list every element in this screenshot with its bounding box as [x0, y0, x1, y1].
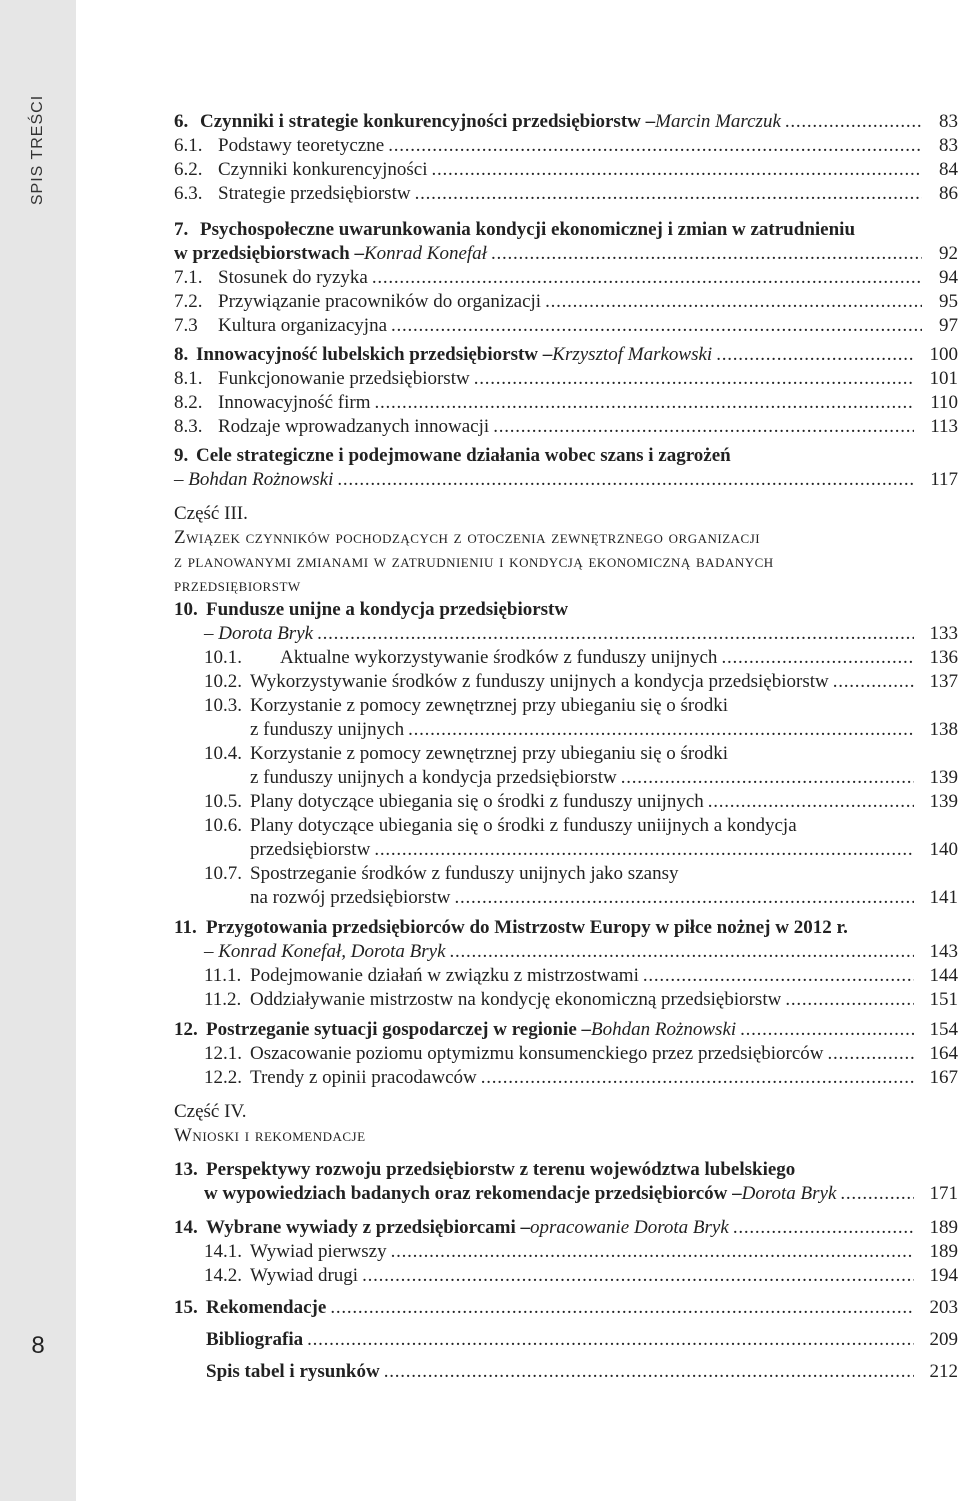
- toc-section-6-3[interactable]: [174, 182, 958, 206]
- page-ref: 101: [929, 368, 958, 389]
- toc-chapter-7[interactable]: [174, 218, 958, 242]
- dot-leader: [415, 182, 922, 206]
- toc-section-10-3[interactable]: [174, 694, 958, 718]
- dot-leader: [474, 367, 914, 391]
- chapter-title-cont: w wypowiedziach badanych oraz rekomendacje przedsiębiorców –: [204, 1183, 742, 1204]
- section-title: Podstawy teoretyczne: [218, 135, 385, 156]
- section-title: Aktualne wykorzystywanie środków z funduszy unijnych: [280, 647, 718, 668]
- section-title: Funkcjonowanie przedsiębiorstw: [218, 368, 470, 389]
- section-title: Kultura organizacyjna: [218, 315, 387, 336]
- toc-section-7-3[interactable]: [174, 314, 958, 338]
- dot-leader: [384, 1360, 914, 1384]
- section-number: 7.2.: [174, 291, 203, 312]
- section-title: Rodzaje wprowadzanych innowacji: [218, 416, 490, 437]
- chapter-author: opracowanie Dorota Bryk: [530, 1217, 729, 1238]
- toc-section-10-5[interactable]: [174, 790, 958, 814]
- toc-chapter-11[interactable]: [174, 916, 958, 940]
- page-ref: 139: [929, 791, 958, 812]
- chapter-title: Fundusze unijne a kondycja przedsiębiorstw: [206, 599, 569, 620]
- chapter-author: Bohdan Rożnowski: [591, 1019, 737, 1040]
- dot-leader: [621, 766, 914, 790]
- dot-leader: [374, 391, 914, 415]
- section-number: 11.2.: [204, 989, 242, 1010]
- bibliography-title: Bibliografia: [206, 1329, 304, 1350]
- page-ref: 154: [929, 1019, 958, 1040]
- page-ref: 137: [929, 671, 958, 692]
- toc-section-12-1[interactable]: [174, 1042, 958, 1066]
- section-title: Podejmowanie działań w związku z mistrzostwami: [250, 965, 639, 986]
- chapter-title: Postrzeganie sytuacji gospodarczej w regionie –: [206, 1019, 592, 1040]
- page-ref: 212: [929, 1361, 958, 1382]
- chapter-number: 15.: [174, 1297, 198, 1318]
- section-number: 10.1.: [204, 647, 242, 668]
- section-title: Oddziaływanie mistrzostw na kondycję ekonomiczną przedsiębiorstw: [250, 989, 782, 1010]
- chapter-title: Cele strategiczne i podejmowane działania wobec szans i zagrożeń: [196, 445, 731, 466]
- section-title: Korzystanie z pomocy zewnętrznej przy ubieganiu się o środki: [250, 743, 729, 764]
- dot-leader: [708, 790, 914, 814]
- chapter-author: Dorota Bryk: [741, 1183, 837, 1204]
- toc-chapter-6[interactable]: [174, 110, 958, 134]
- chapter-author: Konrad Konefał: [363, 243, 487, 264]
- toc-chapter-15[interactable]: [174, 1296, 958, 1320]
- section-number: 6.1.: [174, 135, 203, 156]
- part-title: z planowanymi zmianami w zatrudnieniu i kondycją ekonomiczną badanych: [174, 551, 774, 572]
- section-title-cont: z funduszy unijnych a kondycja przedsiębiorstw: [250, 767, 617, 788]
- section-number: 10.3.: [204, 695, 242, 716]
- toc-chapter-8[interactable]: [174, 343, 958, 367]
- dot-leader: [391, 1240, 914, 1264]
- page-ref: 189: [929, 1241, 958, 1262]
- section-number: 10.4.: [204, 743, 242, 764]
- sidebar: [0, 0, 76, 1501]
- page-ref: 110: [930, 392, 958, 413]
- section-number: 12.2.: [204, 1067, 242, 1088]
- page-number: 8: [31, 1332, 45, 1359]
- part-title: przedsiębiorstw: [174, 575, 301, 596]
- tables-figures-title: Spis tabel i rysunków: [206, 1361, 380, 1382]
- part-title: Wnioski i rekomendacje: [174, 1125, 366, 1146]
- section-number: 6.3.: [174, 183, 203, 204]
- section-title: Przywiązanie pracowników do organizacji: [218, 291, 542, 312]
- part-label: Część IV.: [174, 1101, 247, 1122]
- chapter-number: 12.: [174, 1019, 198, 1040]
- toc-chapter-13-cont[interactable]: [174, 1182, 958, 1206]
- section-number: 8.1.: [174, 368, 203, 389]
- dot-leader: [716, 343, 914, 367]
- chapter-title: Czynniki i strategie konkurencyjności przedsiębiorstw –: [200, 111, 656, 132]
- toc-section-8-1[interactable]: [174, 367, 958, 391]
- page-ref: 171: [929, 1183, 958, 1204]
- chapter-title: Rekomendacje: [206, 1297, 327, 1318]
- toc-section-8-3[interactable]: [174, 415, 958, 439]
- page-ref: 86: [939, 183, 958, 204]
- dot-leader: [372, 266, 922, 290]
- dot-leader: [785, 988, 914, 1012]
- page-ref: 151: [929, 989, 958, 1010]
- section-number: 8.2.: [174, 392, 203, 413]
- section-number: 11.1.: [204, 965, 242, 986]
- section-title: Wykorzystywanie środków z funduszy unijnych a kondycja przedsiębiorstw: [250, 671, 829, 692]
- page-ref: 139: [929, 767, 958, 788]
- dot-leader: [450, 940, 914, 964]
- dot-leader: [493, 415, 914, 439]
- page-ref: 167: [929, 1067, 958, 1088]
- dot-leader: [374, 838, 914, 862]
- dot-leader: [317, 622, 914, 646]
- toc-chapter-9-cont[interactable]: [174, 468, 958, 492]
- chapter-author: – Konrad Konefał, Dorota Bryk: [204, 941, 446, 962]
- section-title: Czynniki konkurencyjności: [218, 159, 428, 180]
- dot-leader: [740, 1018, 914, 1042]
- dot-leader: [545, 290, 922, 314]
- dot-leader: [833, 670, 914, 694]
- chapter-author: – Dorota Bryk: [204, 623, 314, 644]
- part-4-title: [174, 1124, 958, 1148]
- page-ref: 84: [939, 159, 958, 180]
- section-number: 12.1.: [204, 1043, 242, 1064]
- dot-leader: [307, 1328, 914, 1352]
- page-ref: 209: [929, 1329, 958, 1350]
- toc-section-10-3-cont[interactable]: [174, 718, 958, 742]
- toc-chapter-10[interactable]: [174, 598, 958, 622]
- chapter-number: 7.: [174, 219, 189, 240]
- page-ref: 143: [929, 941, 958, 962]
- page-ref: 117: [930, 469, 958, 490]
- page-ref: 113: [930, 416, 958, 437]
- section-number: 6.2.: [174, 159, 203, 180]
- part-title: Związek czynników pochodzących z otoczenia zewnętrznego organizacji: [174, 527, 761, 548]
- dot-leader: [432, 158, 923, 182]
- chapter-number: 13.: [174, 1159, 198, 1180]
- chapter-author: Marcin Marczuk: [655, 111, 781, 132]
- dot-leader: [391, 314, 922, 338]
- chapter-title: Przygotowania przedsiębiorców do Mistrzostw Europy w piłce nożnej w 2012 r.: [206, 917, 848, 938]
- toc-section-10-6[interactable]: [174, 814, 958, 838]
- section-title-cont: przedsiębiorstw: [250, 839, 371, 860]
- dot-leader: [455, 886, 915, 910]
- toc-section-10-4[interactable]: [174, 742, 958, 766]
- toc-section-10-2[interactable]: [174, 670, 958, 694]
- chapter-author: – Bohdan Rożnowski: [174, 469, 334, 490]
- dot-leader: [828, 1042, 914, 1066]
- toc-chapter-10-cont[interactable]: [174, 622, 958, 646]
- section-title: Plany dotyczące ubiegania się o środki z funduszy unijnych: [250, 791, 704, 812]
- page-ref: 144: [929, 965, 958, 986]
- section-number: 8.3.: [174, 416, 203, 437]
- page-ref: 95: [939, 291, 958, 312]
- section-title: Strategie przedsiębiorstw: [218, 183, 411, 204]
- page-ref: 164: [929, 1043, 958, 1064]
- section-number: 14.2.: [204, 1265, 242, 1286]
- chapter-title: Perspektywy rozwoju przedsiębiorstw z terenu województwa lubelskiego: [206, 1159, 796, 1180]
- chapter-number: 10.: [174, 599, 198, 620]
- section-title-cont: na rozwój przedsiębiorstw: [250, 887, 451, 908]
- section-label: SPIS TREŚCI: [29, 94, 46, 206]
- toc-section-11-1[interactable]: [174, 964, 958, 988]
- part-3-title-line-2: [174, 550, 958, 574]
- toc-section-14-1[interactable]: [174, 1240, 958, 1264]
- toc-chapter-13[interactable]: [174, 1158, 958, 1182]
- section-title: Innowacyjność firm: [218, 392, 371, 413]
- part-4-label: [174, 1100, 958, 1124]
- dot-leader: [643, 964, 914, 988]
- toc-tables-figures[interactable]: [174, 1360, 958, 1384]
- page-ref: 140: [929, 839, 958, 860]
- part-3-label: [174, 502, 958, 526]
- chapter-title: Innowacyjność lubelskich przedsiębiorstw –: [196, 344, 553, 365]
- toc-section-7-2[interactable]: [174, 290, 958, 314]
- toc-chapter-7-cont[interactable]: [174, 242, 958, 266]
- chapter-author: Krzysztof Markowski: [552, 344, 713, 365]
- page-ref: 203: [929, 1297, 958, 1318]
- toc-section-10-4-cont[interactable]: [174, 766, 958, 790]
- section-title: Trendy z opinii pracodawców: [250, 1067, 477, 1088]
- toc-section-6-2[interactable]: [174, 158, 958, 182]
- chapter-title-cont: w przedsiębiorstwach –: [174, 243, 364, 264]
- page-ref: 136: [929, 647, 958, 668]
- section-title: Spostrzeganie środków z funduszy unijnych jako szansy: [250, 863, 679, 884]
- section-number: 7.3: [174, 315, 198, 336]
- toc-section-10-7-cont[interactable]: [174, 886, 958, 910]
- section-number: 10.6.: [204, 815, 242, 836]
- toc-chapter-9[interactable]: [174, 444, 958, 468]
- chapter-number: 14.: [174, 1217, 198, 1238]
- toc-section-8-2[interactable]: [174, 391, 958, 415]
- page-ref: 97: [939, 315, 958, 336]
- chapter-number: 9.: [174, 445, 189, 466]
- toc-section-10-7[interactable]: [174, 862, 958, 886]
- section-number: 7.1.: [174, 267, 203, 288]
- toc-section-11-2[interactable]: [174, 988, 958, 1012]
- page-ref: 194: [929, 1265, 958, 1286]
- chapter-number: 6.: [174, 111, 189, 132]
- page-ref: 100: [929, 344, 958, 365]
- chapter-title: Wybrane wywiady z przedsiębiorcami –: [206, 1217, 531, 1238]
- dot-leader: [388, 134, 922, 158]
- dot-leader: [362, 1264, 914, 1288]
- section-title: Plany dotyczące ubiegania się o środki z funduszy uniijnych a kondycja: [250, 815, 797, 836]
- section-number: 10.7.: [204, 863, 242, 884]
- page-ref: 138: [929, 719, 958, 740]
- page-ref: 83: [939, 111, 958, 132]
- page-ref: 141: [929, 887, 958, 908]
- section-title: Oszacowanie poziomu optymizmu konsumenckiego przez przedsiębiorców: [250, 1043, 824, 1064]
- page-ref: 92: [939, 243, 958, 264]
- page-ref: 189: [929, 1217, 958, 1238]
- section-title: Wywiad drugi: [250, 1265, 359, 1286]
- dot-leader: [408, 718, 914, 742]
- dot-leader: [481, 1066, 914, 1090]
- section-number: 10.2.: [204, 671, 242, 692]
- toc-chapter-12[interactable]: [174, 1018, 958, 1042]
- part-3-title-line-1: [174, 526, 958, 550]
- dot-leader: [491, 242, 922, 266]
- chapter-number: 11.: [174, 917, 197, 938]
- dot-leader: [337, 468, 914, 492]
- toc-chapter-11-cont[interactable]: [174, 940, 958, 964]
- toc-section-10-6-cont[interactable]: [174, 838, 958, 862]
- toc-bibliography[interactable]: [174, 1328, 958, 1352]
- dot-leader: [840, 1182, 914, 1206]
- chapter-title: Psychospołeczne uwarunkowania kondycji ekonomicznej i zmian w zatrudnieniu: [200, 219, 856, 240]
- part-label: Część III.: [174, 503, 248, 524]
- page-ref: 94: [939, 267, 958, 288]
- page-ref: 133: [929, 623, 958, 644]
- toc-section-12-2[interactable]: [174, 1066, 958, 1090]
- dot-leader: [330, 1296, 914, 1320]
- section-number: 14.1.: [204, 1241, 242, 1262]
- toc-section-10-1[interactable]: [174, 646, 958, 670]
- section-title: Wywiad pierwszy: [250, 1241, 387, 1262]
- section-title-cont: z funduszy unijnych: [250, 719, 405, 740]
- toc-section-6-1[interactable]: [174, 134, 958, 158]
- page-ref: 83: [939, 135, 958, 156]
- section-title: Korzystanie z pomocy zewnętrznej przy ubieganiu się o środki: [250, 695, 729, 716]
- dot-leader: [733, 1216, 914, 1240]
- toc-chapter-14[interactable]: [174, 1216, 958, 1240]
- toc-section-7-1[interactable]: [174, 266, 958, 290]
- section-title: Stosunek do ryzyka: [218, 267, 368, 288]
- dot-leader: [785, 110, 922, 134]
- chapter-number: 8.: [174, 344, 189, 365]
- toc-section-14-2[interactable]: [174, 1264, 958, 1288]
- part-3-title-line-3: [174, 574, 958, 598]
- section-number: 10.5.: [204, 791, 242, 812]
- dot-leader: [721, 646, 914, 670]
